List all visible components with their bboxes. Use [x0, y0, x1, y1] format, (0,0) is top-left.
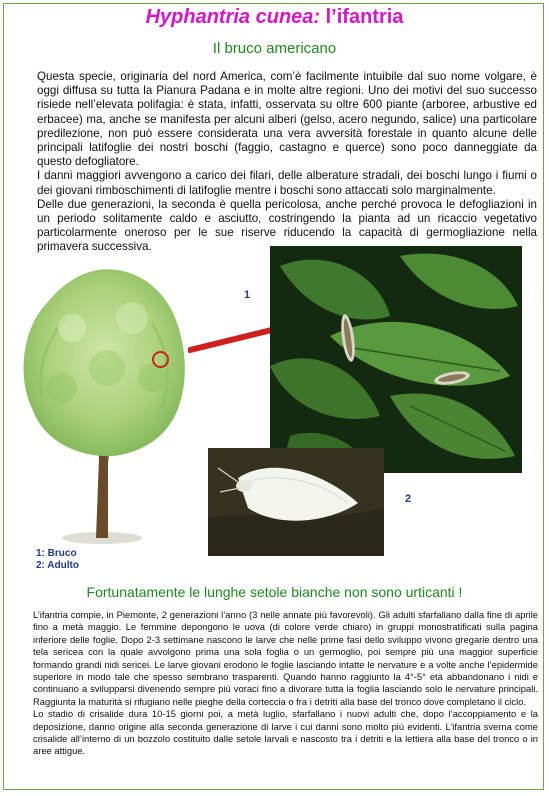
intro-text [37, 70, 537, 255]
title-common-name: l’ifantria [320, 6, 404, 28]
title-scientific-name: Hyphantria cunea: [145, 6, 321, 28]
page-subtitle: Il bruco americano [212, 40, 337, 57]
intro-paragraph: I danni maggiori avvengono a carico dei filari, delle alberature stradali, dei boschi lungo i fiumi o dei giovani rimboschimenti di latifoglie mentre i boschi sono attaccati solo marginalmente. [37, 169, 537, 197]
figure-label-2: 2 [405, 493, 412, 505]
infestation-marker-circle [152, 351, 169, 368]
body-text [33, 609, 538, 758]
page-title [0, 6, 549, 29]
figure-legend [36, 548, 79, 572]
tree-illustration [12, 258, 192, 548]
moth-photo [208, 448, 384, 556]
figure-label-1: 1 [244, 289, 251, 301]
intro-paragraph: Questa specie, originaria del nord America, com’è facilmente intuibile dal suo nome volgare, è oggi diffusa su tutta la Pianura Padana e in molte altre regioni. Uno dei motivi del suo successo risiede nell’elevata polifagia: è stata, infatti, osservata su oltre 600 piante (arboree, arbustive ed erbacee) ma, anche se manifesta per alcuni alberi (gelso, acero negundo, salice) una particolare predilezione, non può essere considerata una vera avversità forestale in quanto alcune delle principali latifoglie dei nostri boschi (faggio, castagno e querce) sono poco danneggiate da questo defogliatore. [37, 70, 537, 169]
legend-item-bruco: 1: Bruco [36, 548, 77, 559]
body-paragraph: Lo stadio di crisalide dura 10-15 giorni poi, a metà luglio, sfarfallano i nuovi adulti che, dopo l’accoppiamento e la deposizione, danno origine alla seconda generazione di larve i cui danni sono molto più evidenti. L’ifantria sverna come crisalide all’interno di un bozzolo costituito dalle setole larvali e nascosto tra i detriti e la lettiera alla base del tronco o in aree attigue. [33, 708, 538, 757]
legend-item-adulto: 2: Adulto [36, 560, 79, 571]
intro-paragraph: Delle due generazioni, la seconda è quella pericolosa, anche perché provoca le defogliazioni in un periodo solitamente caldo e asciutto, costringendo la pianta ad un ricaccio vegetativo particolarmente oneroso per le sue riserve riducendo la capacità di germogliazione nella primavera successiva. [37, 197, 537, 254]
caterpillar-photo [270, 246, 522, 473]
body-paragraph: L’ifantria compie, in Piemonte, 2 generazioni l’anno (3 nelle annate più favorevoli). Gli adulti sfarfallano dalla fine di aprile fino a metà maggio. Le femmine depongono le uova (di colore verde chiaro) in gruppi monostratificati sulla pagina inferiore delle foglie. Dopo 2-3 settimane nascono le larve che nelle prime fasi dello sviluppo vivono gregarie dentro una tela sericea con la quale avvolgono prima una sola foglia o un germoglio, poi sempre più una maggior superficie formando grandi nidi sericei. Le larve giovani erodono le foglie lasciando intatte le nervature e a volte anche l’epidermide superiore in modo tale che spesso sembrano trasparenti. Quando hanno raggiunto la 4°-5° età abbandonano i nidi e continuano a svilupparsi divenendo sempre più voraci fino a divorare tutta la foglia lasciando solo le nervature principali. Raggiunta la maturità si rifugiano nelle pieghe della corteccia o fra i detriti alla base del tronco dove completano il ciclo. [33, 609, 538, 707]
section-heading: Fortunatamente le lunghe setole bianche non sono urticanti ! [86, 584, 463, 600]
